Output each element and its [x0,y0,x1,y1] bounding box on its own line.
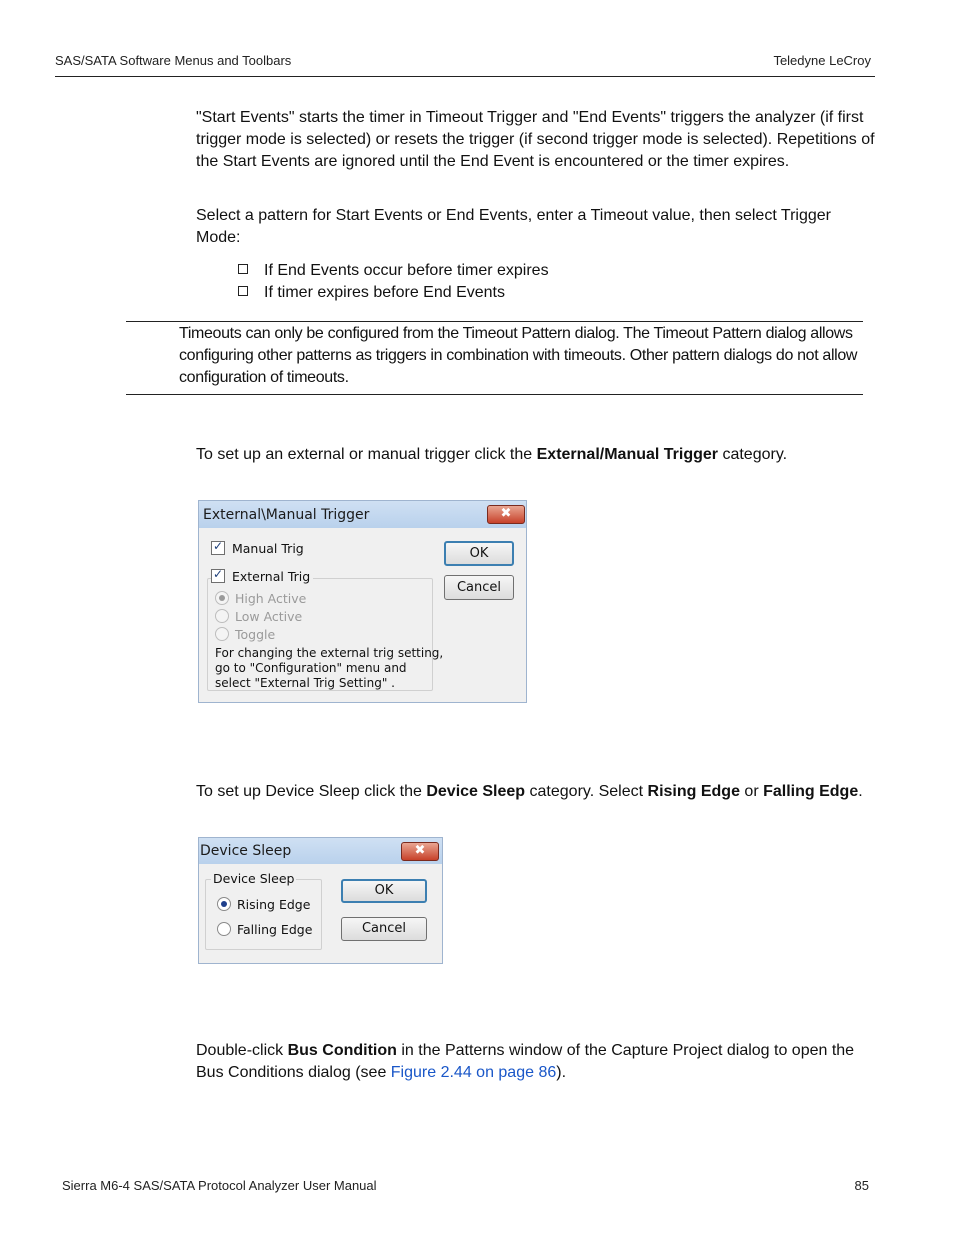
low-active-radio[interactable]: Low Active [215,609,302,624]
cancel-button[interactable]: Cancel [444,575,514,600]
dialog-title: Device Sleep [200,843,292,859]
square-bullet-icon [238,264,248,274]
toggle-radio[interactable]: Toggle [215,627,275,642]
radio-unselected-icon [215,627,229,641]
ok-button[interactable]: OK [444,541,514,566]
running-header-company: Teledyne LeCroy [773,53,871,68]
note-top-rule [126,321,863,322]
header-rule [55,76,875,77]
intro-paragraph-2: Select a pattern for Start Events or End Events, enter a Timeout value, then select Trigger Mode: [196,207,831,246]
note-text: Timeouts can only be configured from the Timeout Pattern dialog. The Timeout Pattern dialog allows configuring other patterns as triggers in combination with timeouts. Other pattern dialogs do not allow configuration of timeouts. [179,325,858,386]
high-active-radio[interactable]: High Active [215,591,306,606]
external-trig-info: For changing the external trig setting, go to "Configuration" menu and select "External Trig Setting" . [215,646,444,690]
figure-link[interactable]: Figure 2.44 on page 86 [390,1064,557,1081]
radio-unselected-icon [217,922,231,936]
external-trig-checkbox[interactable]: ✓ External Trig [211,569,313,584]
intro-paragraph-1: "Start Events" starts the timer in Timeout Trigger and "End Events" triggers the analyzer (if first trigger mode is selected) or resets the trigger (if second trigger mode is selected). Repetitions of the Start Events are ignored until the End Event is encountered or the timer expires. [196,109,875,170]
radio-selected-icon [217,897,231,911]
manual-trig-checkbox[interactable]: ✓ Manual Trig [211,541,304,556]
rising-edge-radio[interactable]: Rising Edge [217,897,310,912]
radio-selected-icon [215,591,229,605]
cancel-button[interactable]: Cancel [341,917,427,941]
bus-condition-paragraph: Double-click Bus Condition in the Patterns window of the Capture Project dialog to open the Bus Conditions dialog (see Figure 2.44 on page 86). [196,1042,855,1081]
running-header-title: SAS/SATA Software Menus and Toolbars [55,53,292,68]
square-bullet-icon [238,286,248,296]
device-sleep-group [205,879,322,950]
note-bottom-rule [126,394,863,395]
checkbox-checked-icon [211,541,225,555]
falling-edge-radio[interactable]: Falling Edge [217,922,312,937]
bullet-item: If timer expires before End Events [238,282,505,304]
close-icon[interactable]: ✖ [401,842,439,861]
page-number: 85 [854,1178,869,1193]
footer-manual-title: Sierra M6-4 SAS/SATA Protocol Analyzer User Manual [62,1178,377,1193]
close-icon[interactable]: ✖ [487,505,525,524]
device-sleep-group-label: Device Sleep [213,871,295,886]
external-manual-trigger-dialog [198,500,527,703]
ok-button[interactable]: OK [341,879,427,903]
dialog-titlebar [199,501,526,528]
radio-unselected-icon [215,609,229,623]
checkbox-checked-icon [211,569,225,583]
bullet-item: If End Events occur before timer expires [238,260,549,282]
dialog-title: External\Manual Trigger [203,507,370,523]
device-sleep-dialog [198,837,443,964]
device-sleep-instruction: To set up Device Sleep click the Device Sleep category. Select Rising Edge or Falling Edge. [196,783,863,800]
external-trigger-instruction: To set up an external or manual trigger click the External/Manual Trigger category. [196,446,788,463]
dialog-titlebar [199,838,442,864]
